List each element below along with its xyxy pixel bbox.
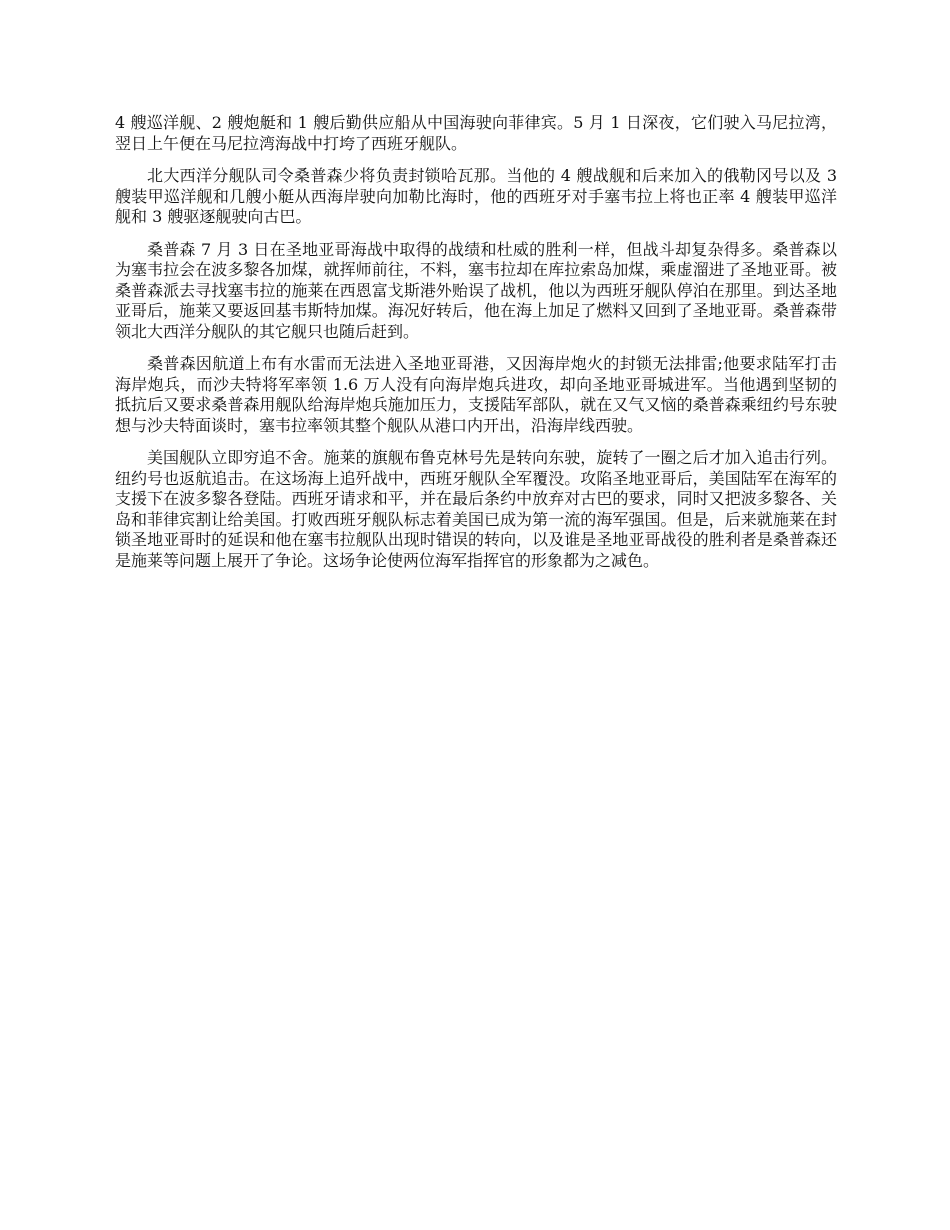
document-page <box>115 113 837 583</box>
paragraph-north-atlantic-squadron: 北大西洋分舰队司令桑普森少将负责封锁哈瓦那。当他的 4 艘战舰和后来加入的俄勒冈号以及 3 艘装甲巡洋舰和几艘小艇从西海岸驶向加勒比海时，他的西班牙对手塞韦拉上将也正率 4 艘装甲巡洋舰和 3 艘驱逐舰驶向古巴。 <box>115 166 837 226</box>
paragraph-continuation: 4 艘巡洋舰、2 艘炮艇和 1 艘后勤供应船从中国海驶向菲律宾。5 月 1 日深夜，它们驶入马尼拉湾，翌日上午便在马尼拉湾海战中打垮了西班牙舰队。 <box>115 113 837 153</box>
paragraph-harbor-blockade: 桑普森因航道上布有水雷而无法进入圣地亚哥港，又因海岸炮火的封锁无法排雷;他要求陆军打击海岸炮兵，而沙夫特将军率领 1.6 万人没有向海岸炮兵进攻，却向圣地亚哥城进军。当他遇到坚韧的抵抗后又要求桑普森用舰队给海岸炮兵施加压力，支援陆军部队，就在又气又恼的桑普森乘纽约号东驶想与沙夫特面谈时，塞韦拉率领其整个舰队从港口内开出，沿海岸线西驶。 <box>115 354 837 435</box>
paragraph-pursuit-and-aftermath: 美国舰队立即穷追不舍。施莱的旗舰布鲁克林号先是转向东驶，旋转了一圈之后才加入追击行列。纽约号也返航追击。在这场海上追歼战中，西班牙舰队全军覆没。攻陷圣地亚哥后，美国陆军在海军的支援下在波多黎各登陆。西班牙请求和平，并在最后条约中放弃对古巴的要求，同时又把波多黎各、关岛和菲律宾割让给美国。打败西班牙舰队标志着美国已成为第一流的海军强国。但是，后来就施莱在封锁圣地亚哥时的延误和他在塞韦拉舰队出现时错误的转向，以及谁是圣地亚哥战役的胜利者是桑普森还是施莱等问题上展开了争论。这场争论使两位海军指挥官的形象都为之减色。 <box>115 448 837 570</box>
paragraph-santiago-battle: 桑普森 7 月 3 日在圣地亚哥海战中取得的战绩和杜威的胜利一样，但战斗却复杂得多。桑普森以为塞韦拉会在波多黎各加煤，就挥师前往，不料，塞韦拉却在库拉索岛加煤，乘虚溜进了圣地亚哥。被桑普森派去寻找塞韦拉的施莱在西恩富戈斯港外贻误了战机，他以为西班牙舰队停泊在那里。到达圣地亚哥后，施莱又要返回基韦斯特加煤。海况好转后，他在海上加足了燃料又回到了圣地亚哥。桑普森带领北大西洋分舰队的其它舰只也随后赶到。 <box>115 239 837 341</box>
